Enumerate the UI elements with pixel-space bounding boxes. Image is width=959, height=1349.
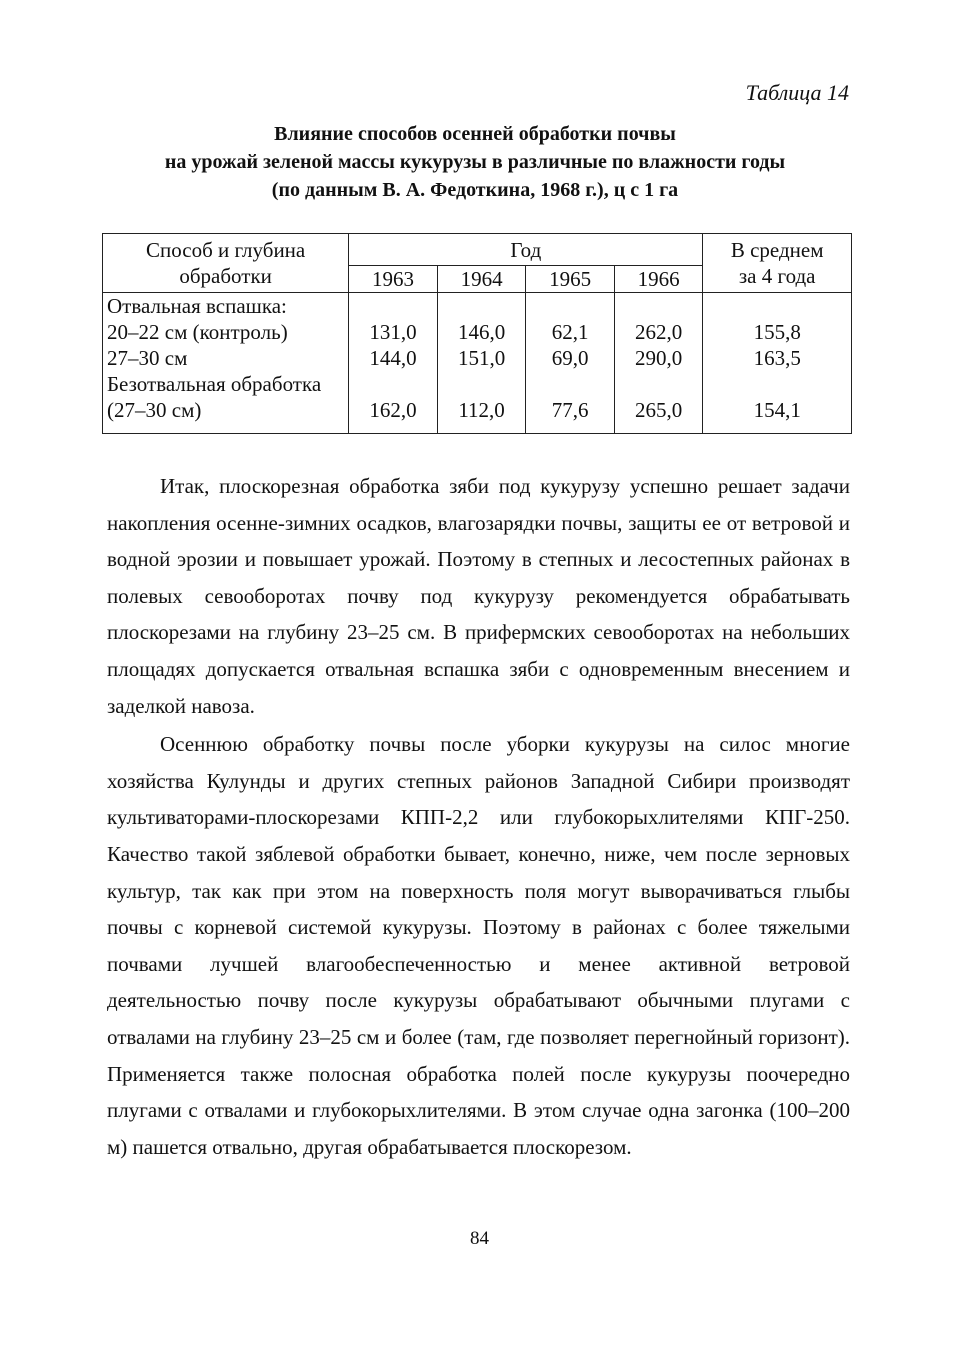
header-average [703, 234, 852, 293]
row-value: 290,0 [614, 345, 703, 371]
row-value: 151,0 [437, 345, 526, 371]
row-value [614, 293, 703, 320]
header-year-1964: 1964 [437, 266, 526, 293]
paragraph-2: Осеннюю обработку почвы после уборки кукурузы на силос многие хозяйства Кулунды и других степных районов Западной Сибири производят культиваторами-плоскорезами КПП-2,2 или глубокорыхлителями КПГ-250. Качество такой зяблевой обработки бывает, конечно, ниже, чем после зерновых культур, так как при этом на поверхность поля могут выворачиваться глыбы почвы с корневой системой кукурузы. Поэтому в районах с более тяжелыми почвами лучшей влагообеспеченностью и менее активной ветровой деятельностью почву после кукурузы обрабатывают обычными плугами с отвалами на глубину 23–25 см и более (там, где позволяет перегнойный горизонт). Применяется также полосная обработка полей после кукурузы поочередно плугами с отвалами и глубокорыхлителями. В этом случае одна загонка (100–200 м) пашется отвально, другая обрабатывается плоскорезом. [107, 732, 850, 1159]
header-average-line-2: за 4 года [738, 264, 816, 288]
row-value [614, 371, 703, 397]
row-value: 262,0 [614, 319, 703, 345]
row-average: 155,8 [703, 319, 852, 345]
row-method: (27–30 см) [103, 397, 349, 434]
yield-table [102, 233, 852, 434]
paragraph-1: Итак, плоскорезная обработка зяби под кукурузу успешно решает задачи накопления осенне-зимних осадков, влагозарядки почвы, защиты ее от ветровой и водной эрозии и повышает урожай. Поэтому в степных и лесостепных районах в полевых севооборотах почву под кукурузу рекомендуется обрабатывать плоскорезами на глубину 23–25 см. В прифермских севооборотах на небольших площадях допускается отвальная вспашка зяби с одновременным внесением и заделкой навоза. [107, 474, 850, 718]
table-row [103, 293, 852, 320]
body-text [107, 468, 850, 1165]
row-value: 69,0 [526, 345, 615, 371]
row-value [349, 371, 438, 397]
row-method: 20–22 см (контроль) [103, 319, 349, 345]
header-average-line-1: В среднем [730, 238, 824, 262]
header-year-group: Год [349, 234, 703, 266]
title-line-3: (по данным В. А. Федоткина, 1968 г.), ц с 1 га [271, 179, 679, 201]
row-value [437, 371, 526, 397]
row-value: 131,0 [349, 319, 438, 345]
title-line-1: Влияние способов осенней обработки почвы [274, 123, 676, 145]
header-method-line-1: Способ и глубина [146, 238, 306, 262]
row-value: 146,0 [437, 319, 526, 345]
row-value [526, 293, 615, 320]
row-value: 265,0 [614, 397, 703, 434]
table-title [100, 120, 850, 204]
header-method-line-2: обработки [179, 264, 272, 288]
table-row [103, 345, 852, 371]
row-value [437, 293, 526, 320]
row-average: 163,5 [703, 345, 852, 371]
row-method: Отвальная вспашка: [103, 293, 349, 320]
row-value: 77,6 [526, 397, 615, 434]
table-row [103, 319, 852, 345]
title-line-2: на урожай зеленой массы кукурузы в различные по влажности годы [164, 151, 786, 173]
row-average [703, 371, 852, 397]
header-year-1963: 1963 [349, 266, 438, 293]
table-label: Таблица 14 [745, 80, 849, 105]
table-row [103, 397, 852, 434]
row-method: Безотвальная обработка [103, 371, 349, 397]
row-value: 162,0 [349, 397, 438, 434]
row-average [703, 293, 852, 320]
row-method: 27–30 см [103, 345, 349, 371]
header-method [103, 234, 349, 293]
header-year-1965: 1965 [526, 266, 615, 293]
row-value: 62,1 [526, 319, 615, 345]
row-value: 144,0 [349, 345, 438, 371]
row-value [526, 371, 615, 397]
page-number: 84 [470, 1228, 489, 1249]
row-value [349, 293, 438, 320]
table-row [103, 371, 852, 397]
row-average: 154,1 [703, 397, 852, 434]
row-value: 112,0 [437, 397, 526, 434]
header-year-1966: 1966 [614, 266, 703, 293]
